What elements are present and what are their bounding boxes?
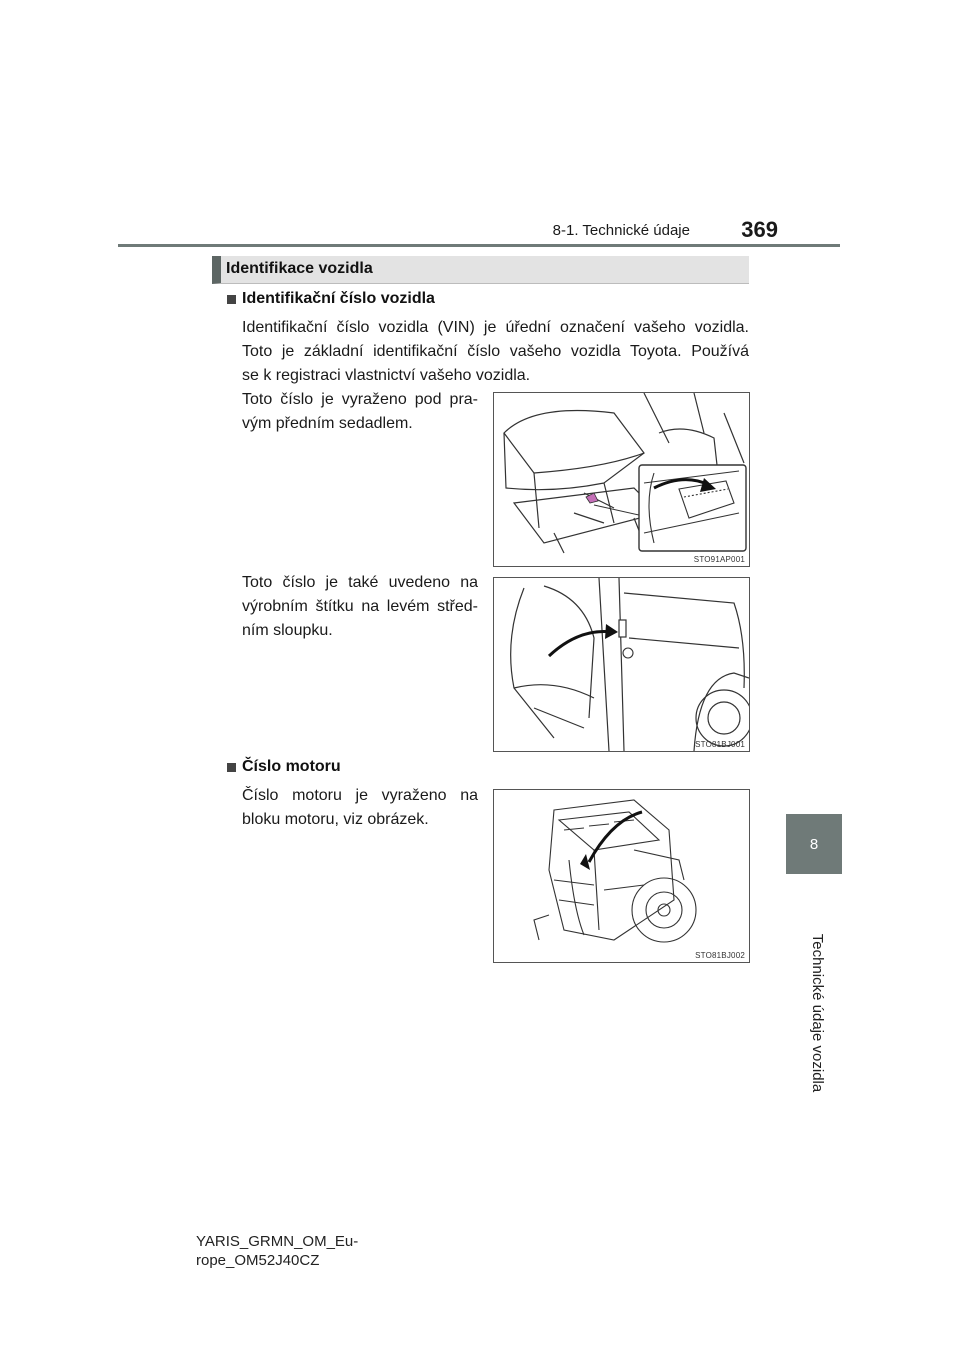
chapter-label: Technické údaje vozidla bbox=[809, 933, 826, 1093]
vin-pillar-text bbox=[242, 571, 478, 643]
engine-block-drawing bbox=[494, 790, 749, 962]
text-line: bloku motoru, viz obrázek. bbox=[242, 811, 429, 828]
engine-heading: Číslo motoru bbox=[242, 758, 341, 775]
document-footer bbox=[196, 1232, 358, 1270]
footer-line: rope_OM52J40CZ bbox=[196, 1252, 320, 1269]
seat-floor-drawing bbox=[494, 393, 749, 566]
seat-illustration bbox=[493, 392, 750, 567]
door-pillar-drawing bbox=[494, 578, 749, 751]
figure-code: STO81BJ002 bbox=[695, 951, 745, 960]
text-line: výrobním štítku na levém střed- bbox=[242, 598, 478, 615]
vin-seat-text bbox=[242, 388, 478, 436]
chapter-number: 8 bbox=[809, 835, 819, 853]
chapter-tab bbox=[786, 814, 842, 874]
figure-code: STO91AP001 bbox=[693, 555, 745, 564]
text-line: Toto číslo je vyraženo pod pra- bbox=[242, 391, 478, 408]
text-line: Toto číslo je také uvedeno na bbox=[242, 574, 478, 591]
text-line: vým předním sedadlem. bbox=[242, 415, 413, 432]
pillar-illustration bbox=[493, 577, 750, 752]
bullet-square-icon bbox=[227, 763, 236, 772]
vin-intro bbox=[242, 316, 749, 388]
vin-intro-line: Identifikační číslo vozidla (VIN) je úřední označení vašeho vozidla. bbox=[242, 319, 749, 336]
section-title: Identifikace vozidla bbox=[226, 260, 373, 277]
vin-heading: Identifikační číslo vozidla bbox=[242, 290, 435, 307]
footer-line: YARIS_GRMN_OM_Eu- bbox=[196, 1233, 359, 1250]
header-rule bbox=[118, 244, 840, 247]
text-line: ním sloupku. bbox=[242, 622, 333, 639]
running-header-section: 8-1. Technické údaje bbox=[552, 222, 690, 239]
figure-code: STO81BJ001 bbox=[695, 740, 745, 749]
bullet-square-icon bbox=[227, 295, 236, 304]
engine-illustration bbox=[493, 789, 750, 963]
page-number: 369 bbox=[741, 217, 778, 242]
engine-text bbox=[242, 784, 478, 832]
vin-intro-line: se k registraci vlastnictví vašeho vozidla. bbox=[242, 367, 531, 384]
text-line: Číslo motoru je vyraženo na bbox=[242, 787, 478, 804]
vin-intro-line: Toto je základní identifikační číslo vašeho vozidla Toyota. Používá bbox=[242, 343, 749, 360]
